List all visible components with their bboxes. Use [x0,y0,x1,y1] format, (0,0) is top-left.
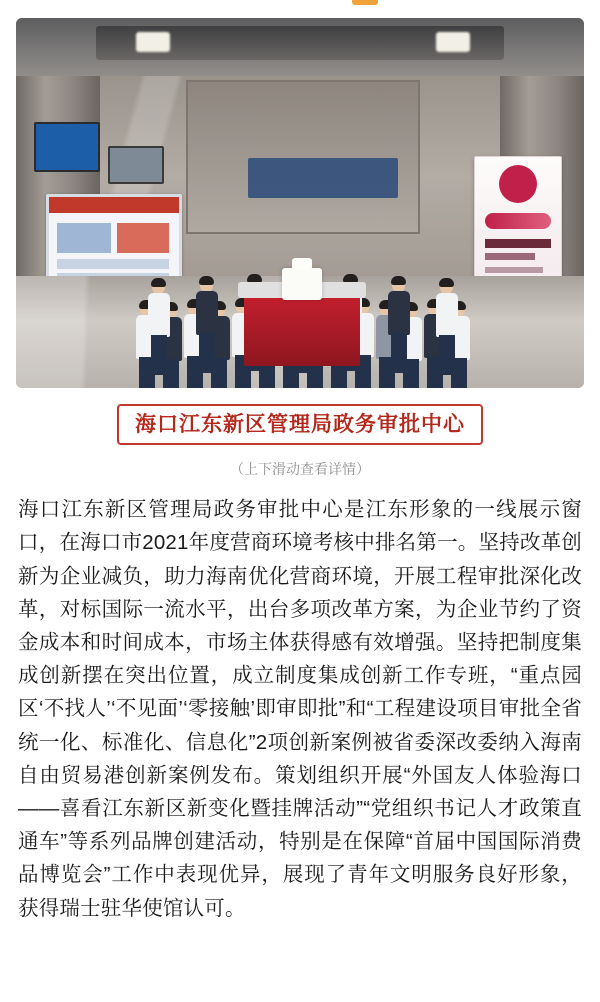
photo-ceiling-light-left [136,32,170,52]
photo-display-screen [34,122,100,172]
photo-secondary-screen [108,146,164,184]
article-page [0,18,600,943]
page-title: 海口江东新区管理局政务审批中心 [117,404,483,445]
rollup-text-line [485,239,551,248]
scroll-hint: （上下滑动查看详情） [230,461,370,478]
photo-ceiling [16,18,584,76]
tab-indicator [352,0,378,5]
rollup-text-line [485,253,535,260]
rollup-accent-bar [485,213,551,229]
photo-ceremony-table [244,290,360,366]
rollup-text-line [485,267,543,273]
poster-block [57,223,111,253]
title-container [16,404,584,445]
top-strip [0,0,600,18]
article-body: 海口江东新区管理局政务审批中心是江东形象的一线展示窗口，在海口市2021年度营商环境考核中排名第一。坚持改革创新为企业减负，助力海南优化营商环境，开展工程审批深化改革，对标国际一流水平，出台多项改革方案，为企业节约了资金成本和时间成本，市场主体获得感有效增强。坚持把制度集成创新摆在突出位置，成立制度集成创新工作专班，“重点园区‘不找人’‘不见面’‘零接触’即审即批”和“工程建设项目审批全省统一化、标准化、信息化”2项创新案例被省委深改委纳入海南自由贸易港创新案例发布。策划组织开展“外国友人体验海口——喜看江东新区新变化暨挂牌活动”“党组织书记人才政策直通车”等系列品牌创建活动，特别是在保障“首届中国国际消费品博览会”工作中表现优异，展现了青年文明服务良好形象，获得瑞士驻华使馆认可。 [18,498,582,920]
article-photo [16,18,584,388]
photo-cake [282,268,322,300]
photo-ceiling-light-right [436,32,470,52]
rollup-emblem [499,165,537,203]
